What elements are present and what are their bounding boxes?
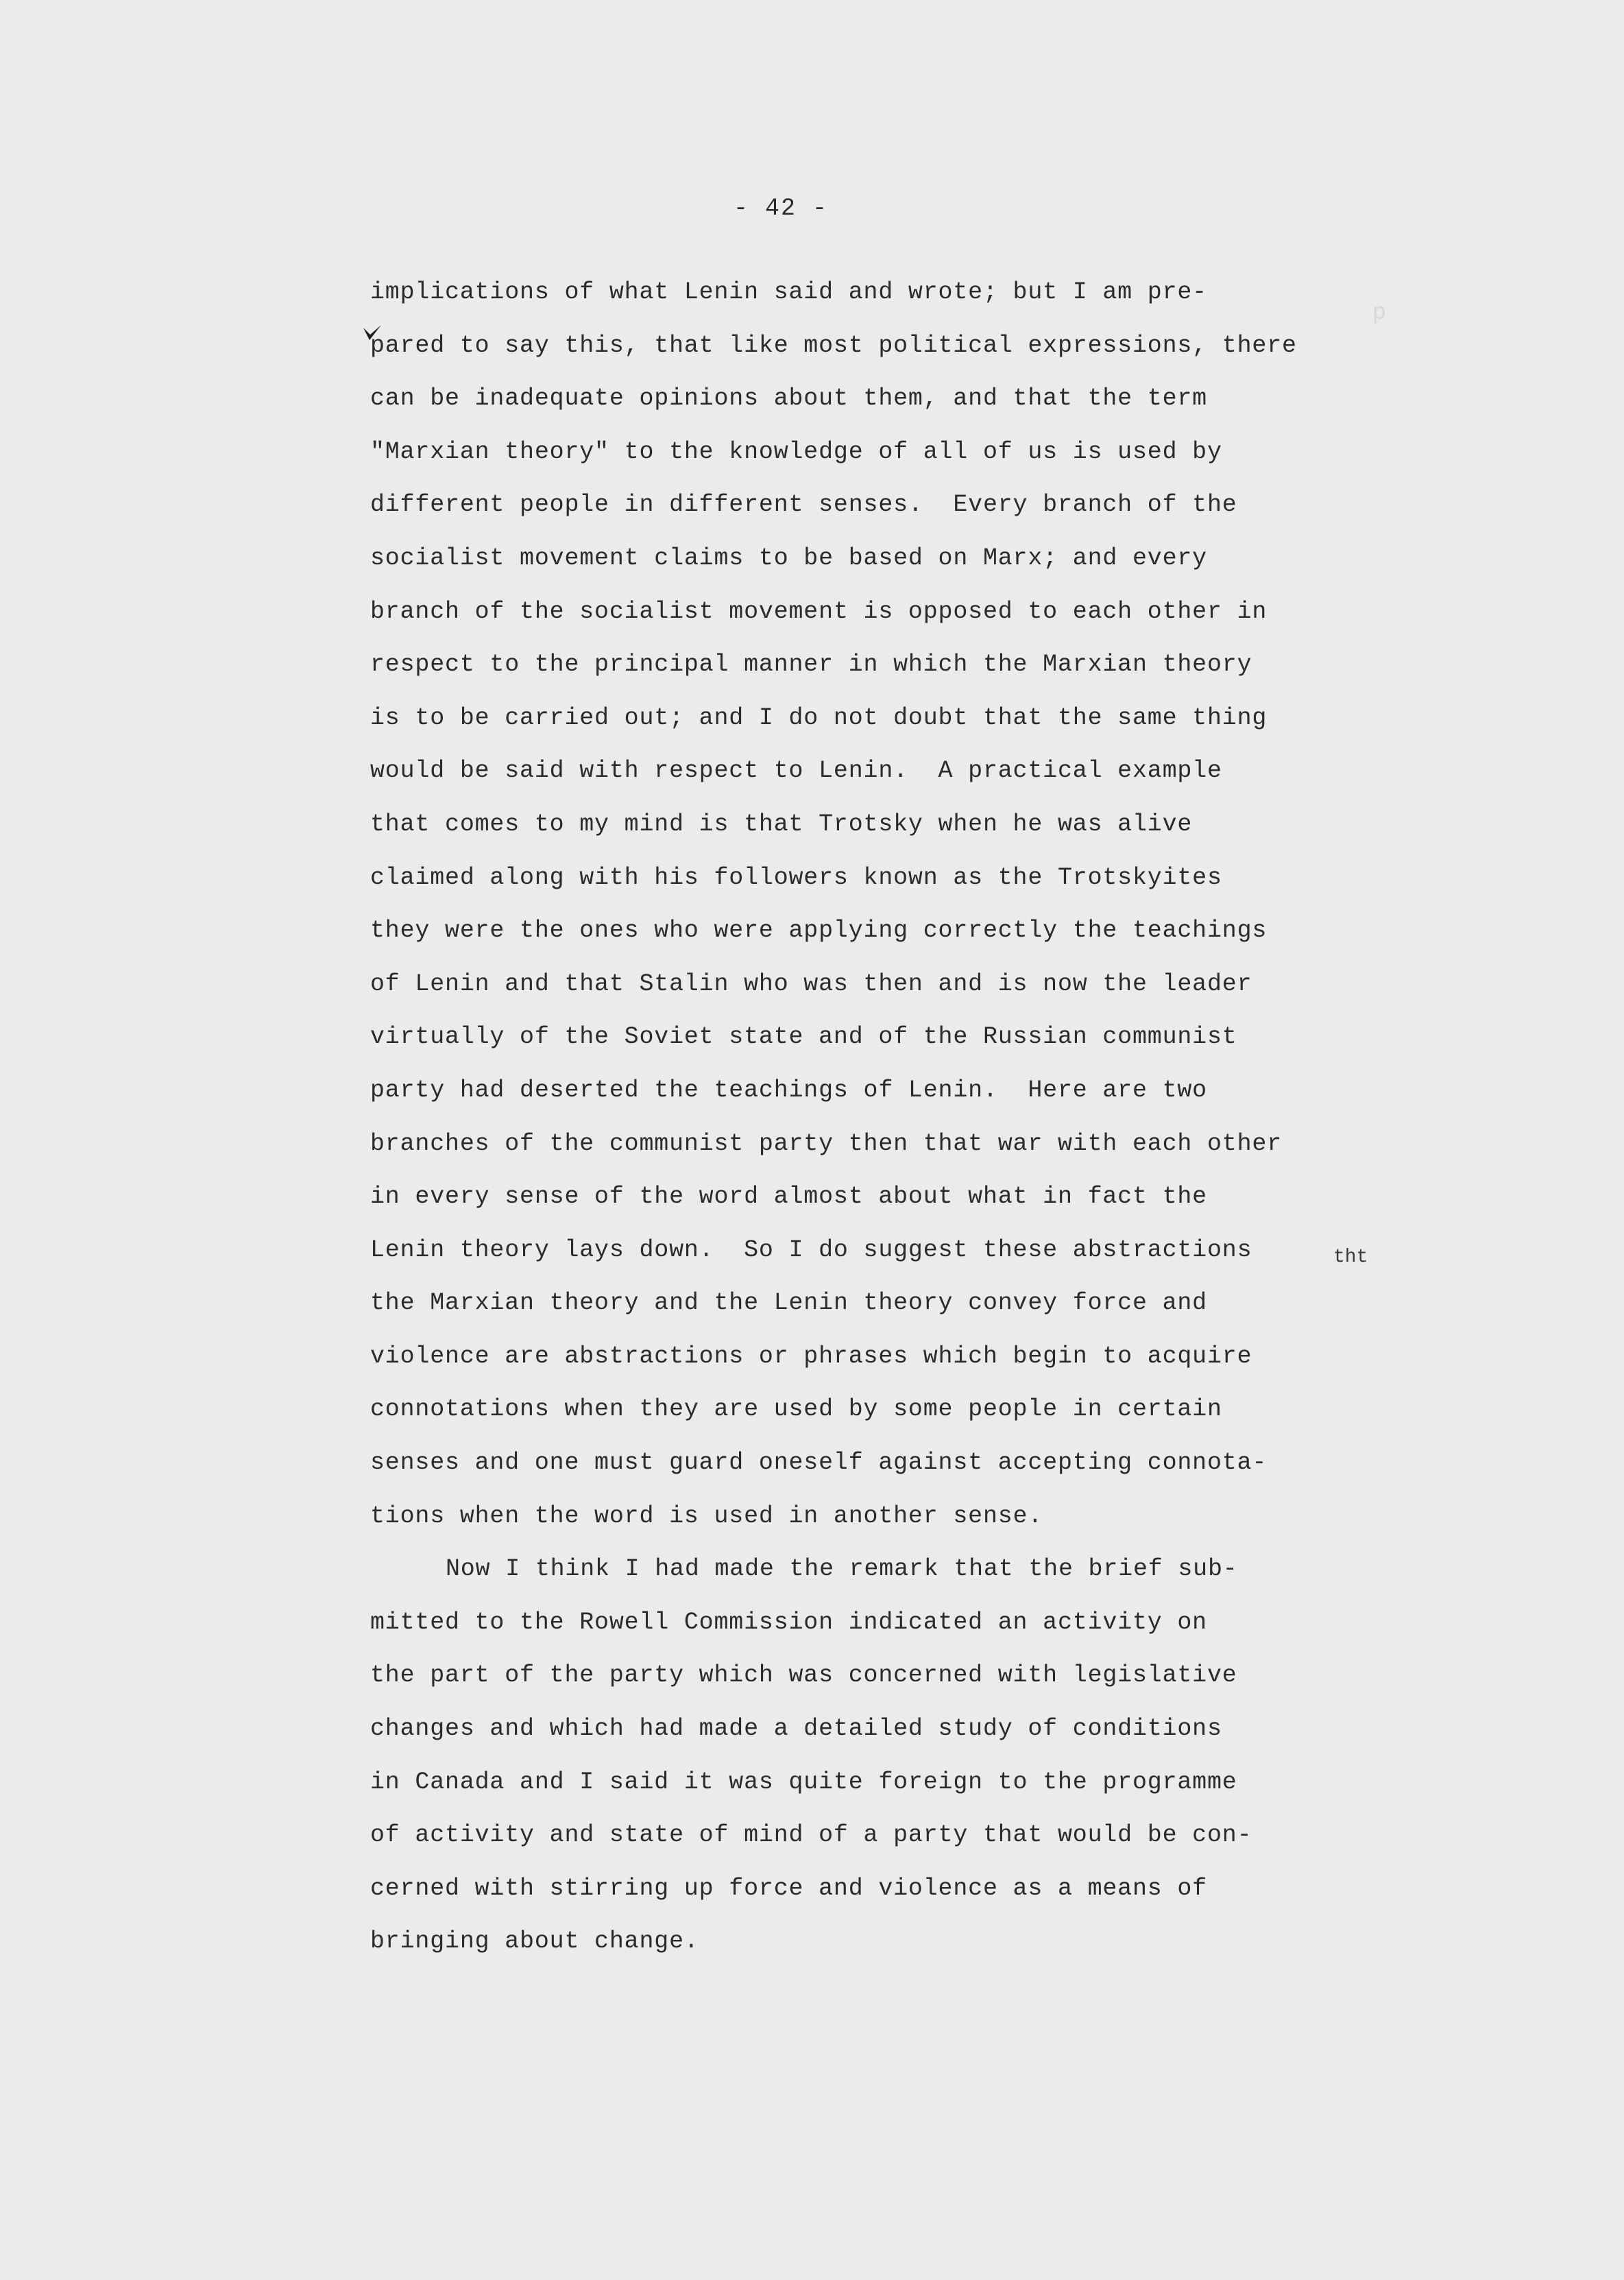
ghost-glyph: p (1372, 300, 1387, 326)
text-line: mitted to the Rowell Commission indicated an activity on (370, 1608, 1207, 1636)
text-line: senses and one must guard oneself against accepting connota- (370, 1449, 1268, 1477)
margin-annotation: tht (1333, 1247, 1368, 1268)
text-line: branches of the communist party then that war with each other (370, 1129, 1283, 1157)
text-line: changes and which had made a detailed study of conditions (370, 1715, 1222, 1743)
text-line: in Canada and I said it was quite foreign to the programme (370, 1768, 1237, 1796)
text-line: that comes to my mind is that Trotsky when he was alive (370, 810, 1193, 838)
text-line: different people in different senses. Every branch of the (370, 491, 1237, 519)
text-line: in every sense of the word almost about what in fact the (370, 1183, 1207, 1211)
text-line: party had deserted the teachings of Lenin. Here are two (370, 1076, 1207, 1104)
text-line: claimed along with his followers known as the Trotskyites (370, 863, 1222, 891)
text-line: Lenin theory lays down. So I do suggest these abstractions (370, 1236, 1252, 1264)
body-text (370, 266, 1467, 1969)
text-line: would be said with respect to Lenin. A practical example (370, 757, 1222, 785)
paragraph-start-line: Now I think I had made the remark that the brief sub- (446, 1555, 1238, 1583)
page-number: - 42 - (734, 195, 829, 222)
text-line: is to be carried out; and I do not doubt that the same thing (370, 704, 1268, 732)
text-line: of Lenin and that Stalin who was then and is now the leader (370, 970, 1252, 998)
text-line: can be inadequate opinions about them, and that the term (370, 385, 1207, 413)
text-line: respect to the principal manner in which the Marxian theory (370, 651, 1252, 679)
text-line: pared to say this, that like most political expressions, there (370, 331, 1297, 359)
text-line: they were the ones who were applying correctly the teachings (370, 917, 1268, 945)
text-line: violence are abstractions or phrases which begin to acquire (370, 1342, 1252, 1370)
text-line: implications of what Lenin said and wrote; but I am pre- (370, 278, 1207, 306)
text-line: of activity and state of mind of a party that would be con- (370, 1821, 1252, 1849)
text-line: "Marxian theory" to the knowledge of all of us is used by (370, 437, 1222, 466)
text-line: the Marxian theory and the Lenin theory convey force and (370, 1289, 1207, 1317)
text-line: connotations when they are used by some people in certain (370, 1395, 1222, 1424)
text-line: branch of the socialist movement is opposed to each other in (370, 597, 1268, 625)
text-line: bringing about change. (370, 1928, 699, 1956)
text-line: virtually of the Soviet state and of the Russian communist (370, 1023, 1237, 1051)
text-line: socialist movement claims to be based on Marx; and every (370, 544, 1207, 572)
text-line: the part of the party which was concerned with legislative (370, 1661, 1237, 1690)
text-line: cerned with stirring up force and violence as a means of (370, 1874, 1207, 1902)
text-line: tions when the word is used in another sense. (370, 1502, 1043, 1530)
